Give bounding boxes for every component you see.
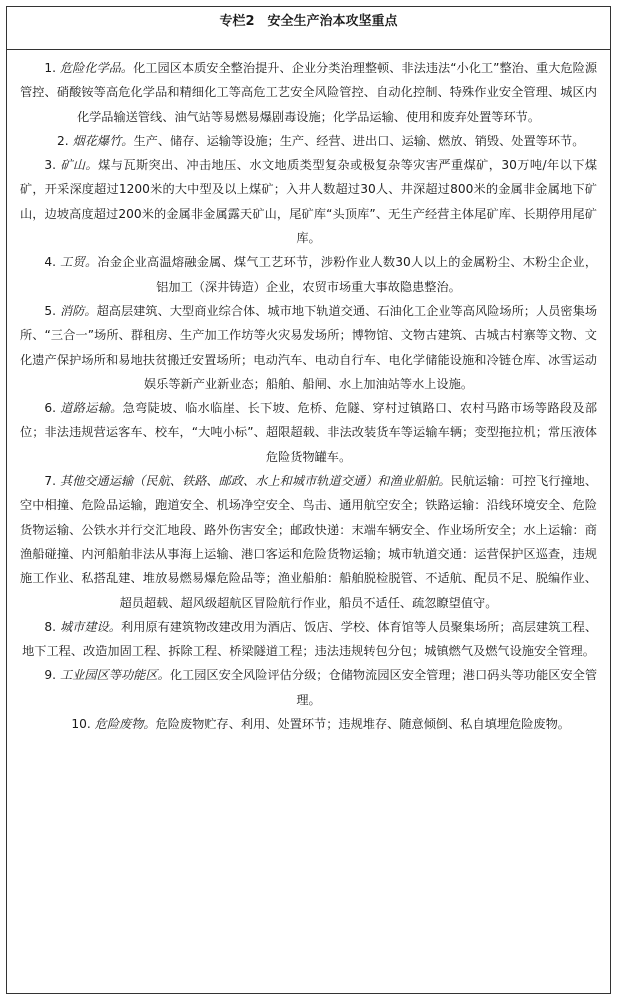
item-number: 1.	[44, 61, 57, 75]
item-keyword: 其他交通运输（民航、铁路、邮政、水上和城市轨道交通）和渔业船舶。	[59, 474, 451, 489]
list-item	[20, 250, 597, 299]
column-title: 专栏2 安全生产治本攻坚重点	[7, 7, 610, 50]
list-item	[20, 153, 597, 250]
list-item	[20, 299, 597, 396]
item-number: 8.	[44, 619, 57, 634]
list-item	[20, 469, 597, 615]
item-keyword: 城市建设。	[59, 619, 121, 634]
item-keyword: 矿山。	[60, 158, 99, 173]
item-text: 超高层建筑、大型商业综合体、城市地下轨道交通、石油化工企业等高风险场所；人员密集场所、“三合一”场所、群租房、生产加工作坊等火灾易发场所；博物馆、文物古建筑、古城古村寨等文物、文化遗产保护场所和易地扶贫搬迁安置场所；电动汽车、电动自行车、电化学储能设施和冷链仓库、冰雪运动娱乐等新产业新业态；船舶、船闸、水上加油站等水上设施。	[20, 303, 598, 391]
item-text: 危险废物贮存、利用、处置环节；违规堆存、随意倾倒、私自填埋危险废物。	[155, 717, 570, 732]
list-item	[20, 56, 597, 129]
item-text: 利用原有建筑物改建改用为酒店、饭店、学校、体育馆等人员聚集场所；高层建筑工程、地下工程、改造加固工程、拆除工程、桥梁隧道工程；违法违规转包分包；城镇燃气及燃气设施安全管理。	[22, 619, 598, 659]
item-keyword: 危险废物。	[94, 717, 156, 732]
column-content	[7, 50, 610, 736]
item-number: 10.	[71, 717, 91, 732]
list-item	[20, 712, 597, 736]
item-text: 煤与瓦斯突出、冲击地压、水文地质类型复杂或极复杂等灾害严重煤矿，30万吨/年以下煤矿，开采深度超过1200米的大中型及以上煤矿；入井人数超过30人、井深超过800米的金属非金属地下矿山，边坡高度超过200米的金属非金属露天矿山，尾矿库“头顶库”、无生产经营主体尾矿库、长期停用尾矿库。	[20, 158, 598, 246]
list-item	[20, 663, 597, 712]
list-item	[20, 396, 597, 469]
list-item	[20, 615, 597, 664]
item-text: 化工园区安全风险评估分级；仓储物流园区安全管理；港口码头等功能区安全管理。	[169, 668, 598, 707]
item-number: 4.	[44, 255, 57, 270]
item-text: 生产、储存、运输等设施；生产、经营、进出口、运输、燃放、销毁、处置等环节。	[133, 133, 585, 148]
item-text: 民航运输：可控飞行撞地、空中相撞、危险品运输，跑道安全、机场净空安全、鸟击、通用航空安全；铁路运输：沿线环境安全、危险货物运输、公铁水并行交汇地段、路外伤害安全；邮政快递：末端车辆安全、作业场所安全；水上运输：商渔船碰撞、内河船舶非法从事海上运输、港口客运和危险货物运输；城市轨道交通：运营保护区巡查，违规施工作业、私搭乱建、堆放易燃易爆危险品等；渔业船舶：船舶脱检脱管、不适航、配员不足、脱编作业、超员超载、超风级超航区冒险航行作业，船员不适任、疏忽瞭望值守。	[20, 474, 598, 610]
item-text: 化工园区本质安全整治提升、企业分类治理整顿、非法违法“小化工”整治、重大危险源管控、硝酸铵等高危化学品和精细化工等高危工艺安全风险管控、自动化控制、特殊作业安全管理、城区内化学品输送管线、油气站等易燃易爆剧毒设施；化学品运输、使用和废弃处置等环节。	[20, 61, 598, 124]
item-keyword: 消防。	[59, 303, 97, 318]
item-number: 9.	[44, 668, 57, 683]
item-number: 6.	[44, 401, 57, 416]
item-number: 5.	[44, 303, 57, 318]
item-number: 2.	[57, 133, 69, 148]
item-keyword: 烟花爆竹。	[72, 133, 134, 148]
item-keyword: 危险化学品。	[59, 61, 134, 75]
item-keyword: 工贸。	[60, 255, 98, 270]
item-number: 7.	[44, 474, 57, 489]
item-keyword: 工业园区等功能区。	[59, 668, 170, 683]
list-item	[20, 129, 597, 153]
item-keyword: 道路运输。	[60, 401, 123, 416]
item-text: 急弯陡坡、临水临崖、长下坡、危桥、危隧、穿村过镇路口、农村马路市场等路段及部位；非法违规营运客车、校车，“大吨小标”、超限超载、非法改装货车等运输车辆；变型拖拉机；常压液体危险货物罐车。	[20, 401, 598, 464]
special-column-box	[6, 6, 611, 994]
item-number: 3.	[44, 158, 57, 173]
item-text: 冶金企业高温熔融金属、煤气工艺环节，涉粉作业人数30人以上的金属粉尘、木粉尘企业，铝加工（深井铸造）企业，农贸市场重大事故隐患整治。	[97, 255, 598, 294]
